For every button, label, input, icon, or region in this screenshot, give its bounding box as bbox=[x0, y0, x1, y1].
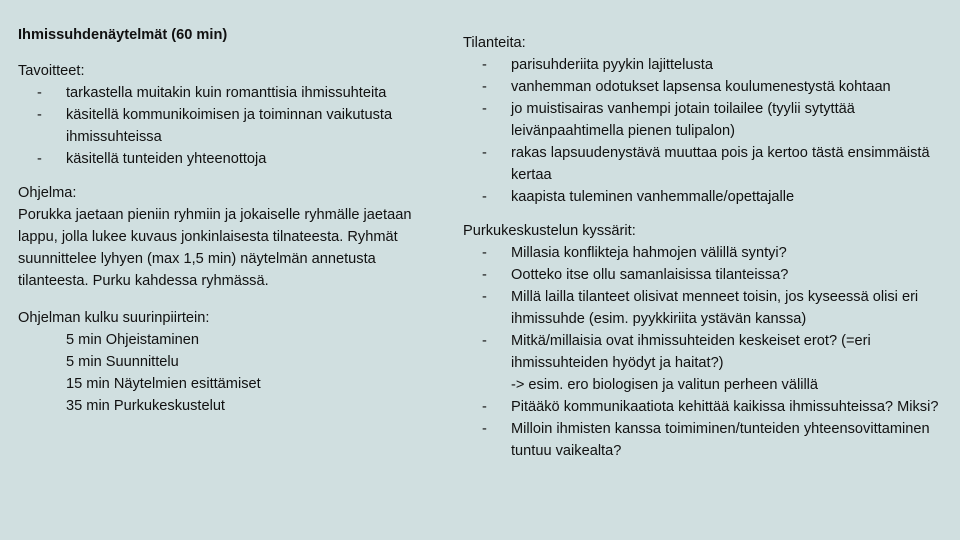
list-item: - Ootteko itse ollu samanlaisissa tilanteissa? bbox=[463, 264, 953, 286]
dash-marker: - bbox=[37, 151, 42, 167]
dash-marker: - bbox=[482, 245, 487, 261]
list-item: - Millä lailla tilanteet olisivat menneet toisin, jos kyseessä olisi eri ihmissuhde (esim. pyykkiriita ystävän kanssa) bbox=[463, 286, 953, 330]
situations-list bbox=[463, 54, 953, 208]
list-item: - Mitkä/millaisia ovat ihmissuhteiden keskeiset erot? (=eri ihmissuhteiden hyödyt ja haitat?) bbox=[463, 330, 953, 374]
list-item: - Milloin ihmisten kanssa toimiminen/tunteiden yhteensovittaminen tuntuu vaikealta? bbox=[463, 418, 953, 462]
dash-marker: - bbox=[482, 289, 487, 305]
schedule-item: 5 min Ohjeistaminen bbox=[66, 332, 200, 348]
sub-note: -> esim. ero biologisen ja valitun perheen välillä bbox=[511, 377, 819, 393]
list-item: - tarkastella muitakin kuin romanttisia ihmissuhteita bbox=[18, 82, 450, 104]
dash-marker: - bbox=[37, 107, 42, 123]
list-item: - vanhemman odotukset lapsensa koulumenestystä kohtaan bbox=[463, 76, 953, 98]
questions-section bbox=[463, 220, 953, 462]
list-item: - kaapista tuleminen vanhemmalle/opettajalle bbox=[463, 186, 953, 208]
program-heading: Ohjelma: bbox=[18, 185, 77, 201]
goals-heading: Tavoitteet: bbox=[18, 63, 85, 79]
list-item: - Pitääkö kommunikaatiota kehittää kaikissa ihmissuhteissa? Miksi? bbox=[463, 396, 953, 418]
dash-marker: - bbox=[482, 189, 487, 205]
dash-marker: - bbox=[482, 421, 487, 437]
list-item: - Millasia konflikteja hahmojen välillä syntyi? bbox=[463, 242, 953, 264]
dash-marker: - bbox=[482, 333, 487, 349]
program-description: Porukka jaetaan pieniin ryhmiin ja jokaiselle ryhmälle jaetaan lappu, jolla lukee kuvaus jonkinlaisesta tilnateesta. Ryhmät suunnittelee lyhyen (max 1,5 min) näytelmän annetusta tilanteesta. Purku kahdessa ryhmässä. bbox=[18, 207, 412, 289]
dash-marker: - bbox=[482, 79, 487, 95]
schedule-section bbox=[18, 307, 450, 417]
schedule-item: 35 min Purkukeskustelut bbox=[66, 398, 225, 414]
situations-section bbox=[463, 32, 953, 208]
dash-marker: - bbox=[482, 267, 487, 283]
dash-marker: - bbox=[482, 57, 487, 73]
program-section bbox=[18, 182, 450, 292]
schedule-item: 5 min Suunnittelu bbox=[66, 354, 179, 370]
questions-heading: Purkukeskustelun kyssärit: bbox=[463, 223, 636, 239]
list-item: - käsitellä tunteiden yhteenottoja bbox=[18, 148, 450, 170]
situations-heading: Tilanteita: bbox=[463, 35, 526, 51]
schedule-heading: Ohjelman kulku suurinpiirtein: bbox=[18, 310, 210, 326]
page-title: Ihmissuhdenäytelmät (60 min) bbox=[18, 27, 228, 43]
list-item: - jo muistisairas vanhempi jotain toilailee (tyylii sytyttää leivänpaahtimella pienen tulipalon) bbox=[463, 98, 953, 142]
goals-section bbox=[18, 60, 450, 170]
dash-marker: - bbox=[482, 101, 487, 117]
dash-marker: - bbox=[482, 399, 487, 415]
list-item: - rakas lapsuudenystävä muuttaa pois ja kertoo tästä ensimmäistä kertaa bbox=[463, 142, 953, 186]
schedule-item: 15 min Näytelmien esittämiset bbox=[66, 376, 261, 392]
dash-marker: - bbox=[482, 145, 487, 161]
dash-marker: - bbox=[37, 85, 42, 101]
questions-list bbox=[463, 242, 953, 462]
goals-list bbox=[18, 82, 450, 170]
list-item: - käsitellä kommunikoimisen ja toiminnan vaikutusta ihmissuhteissa bbox=[18, 104, 450, 148]
list-item: - parisuhderiita pyykin lajittelusta bbox=[463, 54, 953, 76]
